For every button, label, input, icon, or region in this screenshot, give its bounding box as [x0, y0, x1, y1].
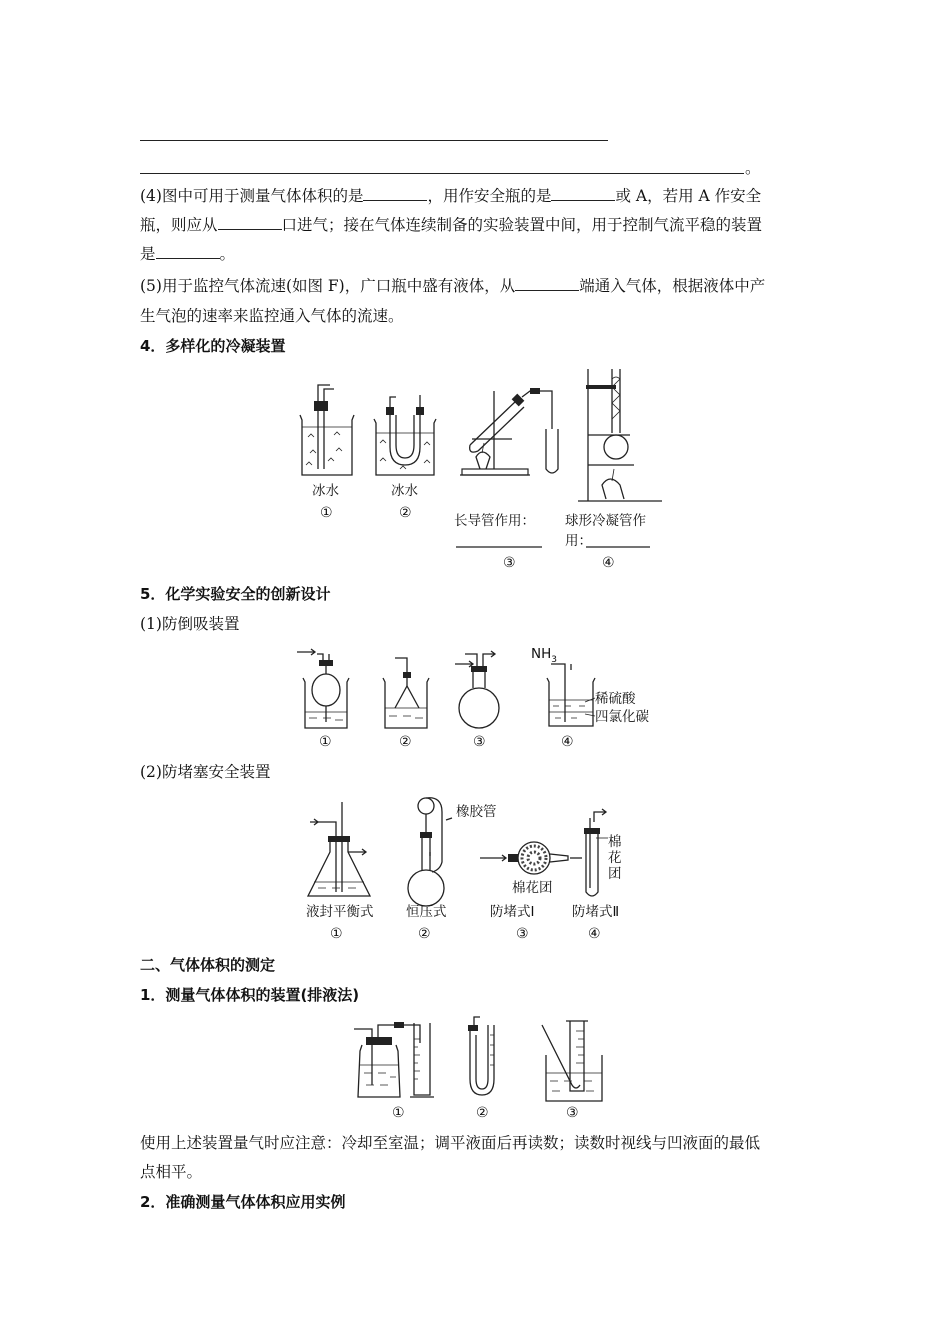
q5-text-2: 端通入气体，根据液体中产 — [579, 277, 766, 295]
answer-line-end: 。 — [745, 159, 761, 177]
sec5-sub1: (1)防倒吸装置 — [140, 615, 240, 633]
long-tube-apparatus — [454, 388, 558, 571]
q4-text-6: 是 — [140, 245, 156, 263]
svg-text:橡胶管: 橡胶管 — [456, 804, 497, 820]
svg-text:③: ③ — [516, 926, 529, 942]
device-clog-proof-1 — [480, 842, 582, 942]
device-u-tube — [468, 1017, 494, 1121]
q4-blank-1[interactable] — [363, 186, 427, 201]
q4-text-3: 或 A，若用 A 作安全 — [615, 187, 762, 205]
gas-volume-figure — [350, 1015, 620, 1125]
q4-text-2: ，用作安全瓶的是 — [427, 187, 552, 205]
svg-text:②: ② — [418, 926, 431, 942]
device-bottle-cylinder — [354, 1022, 434, 1121]
anti-suckback-figure — [295, 642, 665, 754]
q4-line-1 — [140, 186, 761, 206]
sec5-heading: 5．化学实验安全的创新设计 — [140, 585, 331, 603]
device-ccl4-beaker — [531, 646, 649, 750]
svg-text:NH3: $NH_3$ — [531, 646, 557, 665]
anti-clog-figure — [300, 792, 670, 944]
q4-line-2 — [140, 215, 762, 235]
beaker-ice-1 — [300, 385, 354, 521]
svg-text:③: ③ — [503, 555, 516, 571]
q4-blank-2[interactable] — [551, 186, 615, 201]
part2-heading: 二、气体体积的测定 — [140, 956, 276, 974]
svg-text:③: ③ — [473, 734, 486, 750]
svg-text:防堵式Ⅱ: 防堵式Ⅱ — [572, 904, 620, 920]
svg-text:稀硫酸: 稀硫酸 — [595, 691, 636, 707]
svg-text:①: ① — [320, 505, 333, 521]
device-inverted-cylinder — [542, 1021, 602, 1121]
svg-text:用：: 用： — [565, 533, 592, 549]
q5-text-1: (5)用于监控气体流速(如图 F)，广口瓶中盛有液体，从 — [140, 277, 516, 295]
q4-text-1: (4)图中可用于测量气体体积的是 — [140, 187, 364, 205]
svg-text:①: ① — [319, 734, 332, 750]
svg-text:②: ② — [399, 734, 412, 750]
part2-sub1: 1．测量气体体积的装置(排液法) — [140, 986, 360, 1004]
svg-text:液封平衡式: 液封平衡式 — [306, 904, 374, 920]
device-flask — [455, 651, 499, 750]
svg-text:防堵式Ⅰ: 防堵式Ⅰ — [490, 904, 535, 920]
part2-note-1: 使用上述装置量气时应注意：冷却至室温；调平液面后再读数；读数时视线与凹液面的最低 — [140, 1134, 761, 1152]
svg-text:④: ④ — [561, 734, 574, 750]
svg-text:④: ④ — [588, 926, 601, 942]
part2-sub2: 2．准确测量气体体积应用实例 — [140, 1193, 346, 1211]
condenser-figure — [290, 365, 670, 575]
part2-note-2: 点相平。 — [140, 1163, 203, 1181]
svg-text:①: ① — [392, 1105, 405, 1121]
svg-text:③: ③ — [566, 1105, 579, 1121]
q5-line-2: 生气泡的速率来监控通入气体的流速。 — [140, 307, 404, 325]
svg-text:棉: 棉 — [608, 834, 622, 850]
q4-text-4: 瓶，则应从 — [140, 216, 218, 234]
svg-text:②: ② — [399, 505, 412, 521]
sec4-heading: 4．多样化的冷凝装置 — [140, 337, 286, 355]
svg-text:长导管作用：: 长导管作用： — [454, 513, 535, 529]
q4-text-end: 。 — [219, 245, 236, 263]
svg-text:冰水: 冰水 — [312, 483, 339, 499]
reflux-apparatus — [565, 369, 662, 571]
svg-text:团: 团 — [608, 866, 622, 882]
device-liquid-seal — [306, 802, 374, 942]
svg-text:球形冷凝管作: 球形冷凝管作 — [565, 513, 646, 529]
svg-text:②: ② — [476, 1105, 489, 1121]
answer-line-1 — [140, 140, 608, 141]
q4-blank-4[interactable] — [156, 244, 220, 259]
svg-text:恒压式: 恒压式 — [406, 904, 447, 920]
device-bulb-funnel — [297, 649, 349, 750]
q5-line-1 — [140, 276, 765, 296]
q4-blank-3[interactable] — [218, 215, 282, 230]
svg-text:④: ④ — [602, 555, 615, 571]
q5-blank-1[interactable] — [515, 276, 579, 291]
svg-text:花: 花 — [608, 850, 622, 866]
svg-text:冰水: 冰水 — [391, 483, 418, 499]
svg-text:四氯化碳: 四氯化碳 — [595, 709, 649, 725]
beaker-ice-2 — [374, 395, 436, 521]
device-inverted-funnel — [383, 658, 429, 750]
q4-line-3 — [140, 244, 235, 264]
answer-line-2 — [140, 173, 744, 174]
device-clog-proof-2 — [572, 809, 622, 942]
sec5-sub2: (2)防堵塞安全装置 — [140, 763, 271, 781]
device-constant-pressure — [406, 798, 497, 942]
svg-text:棉花团: 棉花团 — [512, 880, 553, 896]
q4-text-5: 口进气；接在气体连续制备的实验装置中间，用于控制气流平稳的装置 — [281, 216, 763, 234]
svg-text:①: ① — [330, 926, 343, 942]
